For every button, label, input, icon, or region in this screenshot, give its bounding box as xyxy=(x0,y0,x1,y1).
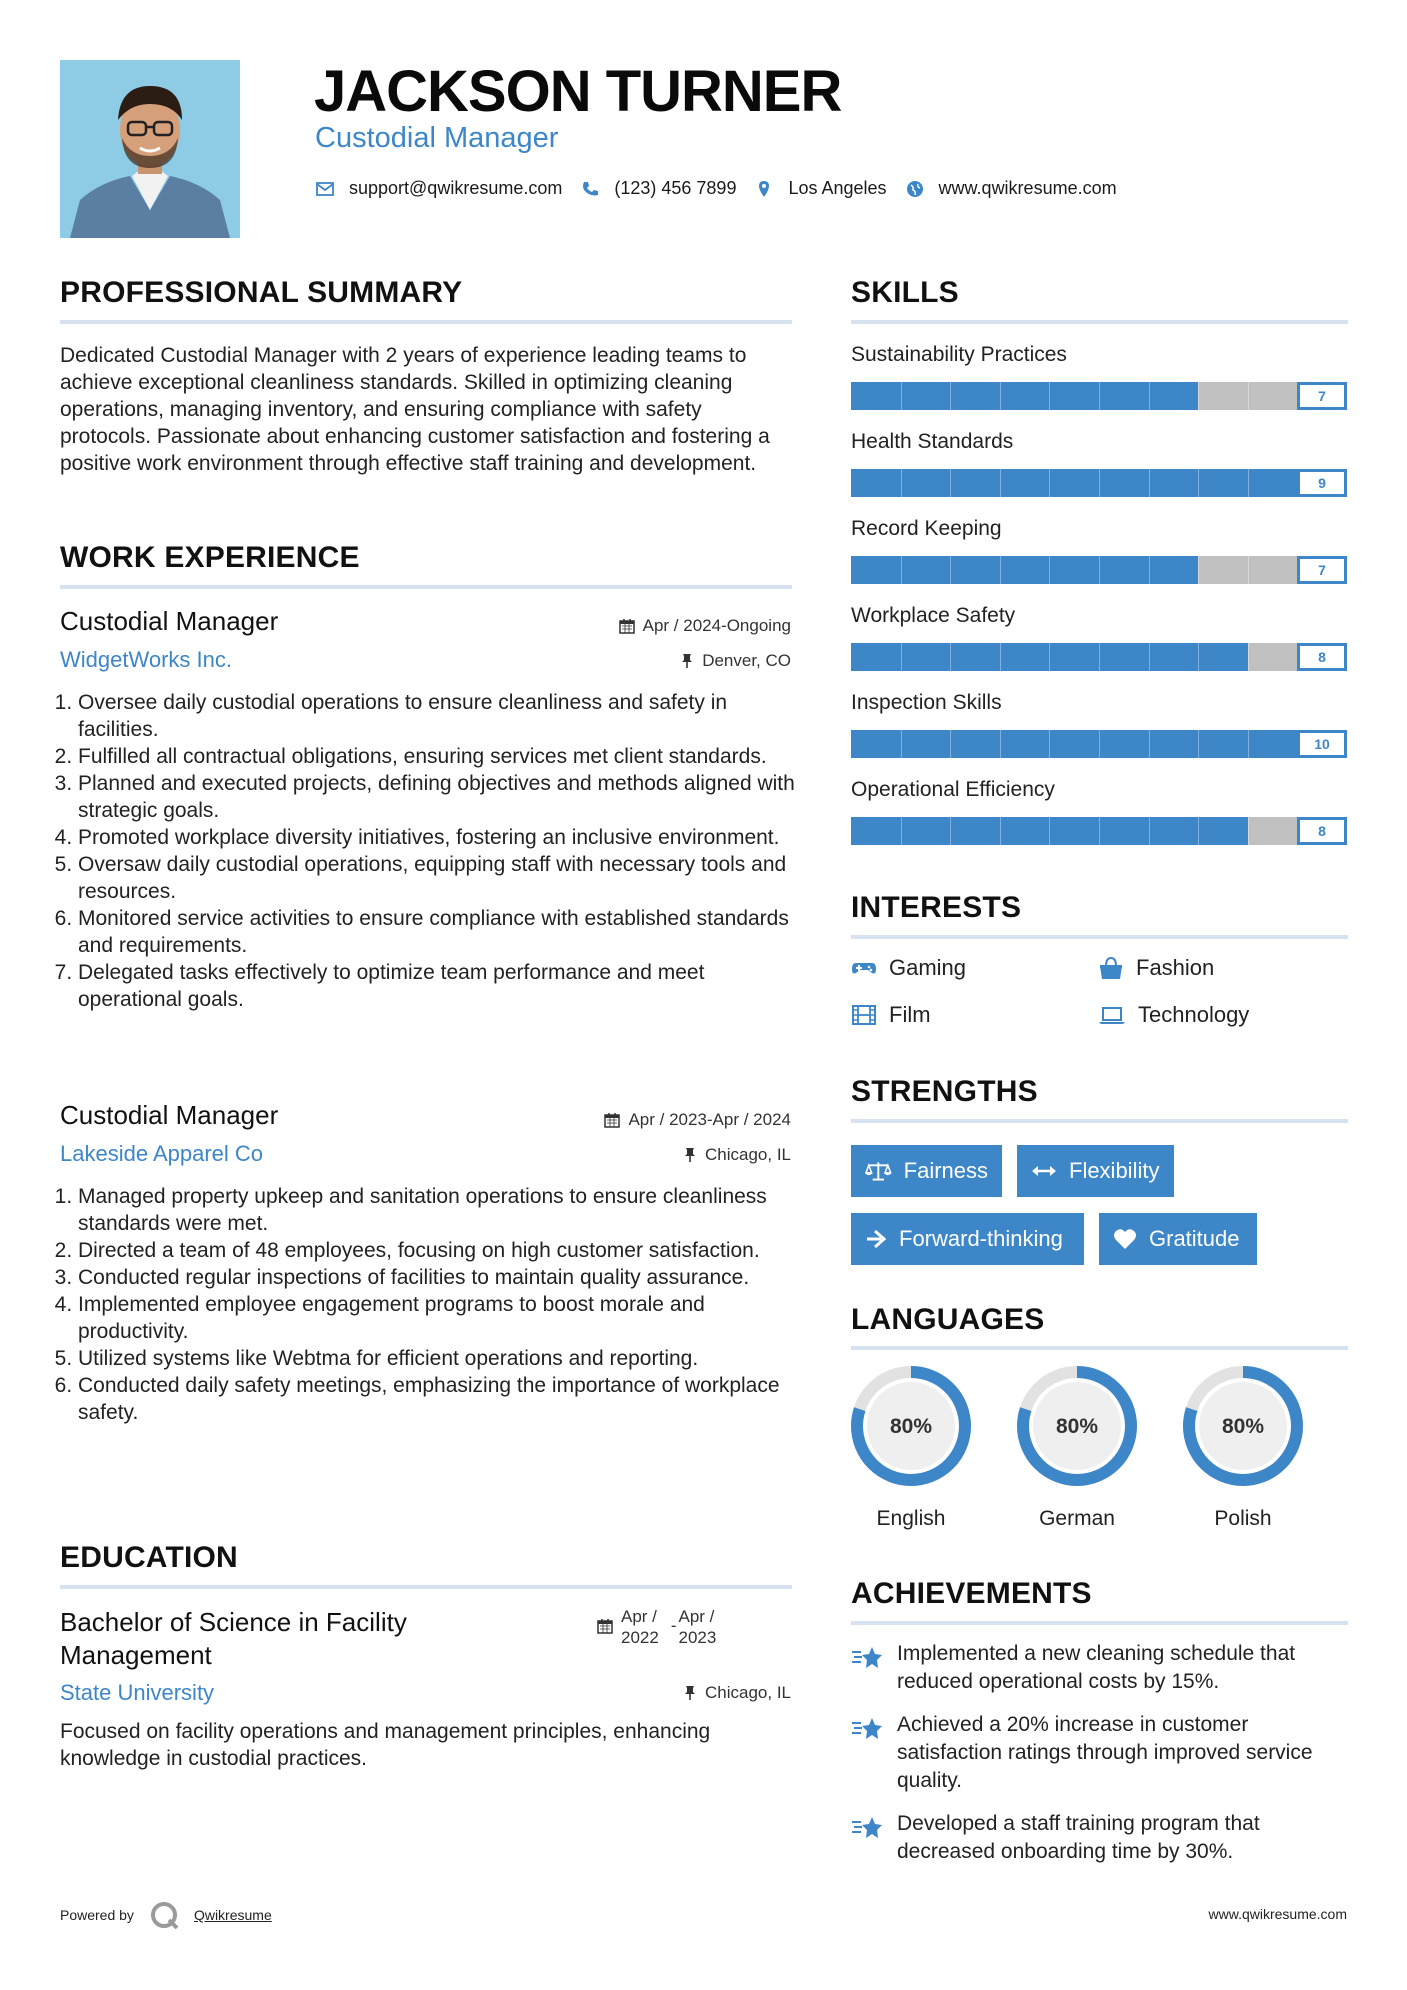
skill-bar xyxy=(851,469,1347,497)
strength-chip xyxy=(851,1145,1002,1197)
skill-bar-segment xyxy=(1049,469,1050,497)
skill-level: 8 xyxy=(1297,817,1347,845)
skill-bar-segment xyxy=(1198,469,1199,497)
interest-label: Technology xyxy=(1138,1002,1250,1027)
strength-chip xyxy=(1017,1145,1174,1197)
skill-bar-segment xyxy=(1149,382,1150,410)
skill-bar-segment xyxy=(950,382,951,410)
skill-bar-segment xyxy=(1198,817,1199,845)
education-start-month: Apr / xyxy=(621,1607,657,1626)
skill-bar-segment xyxy=(1000,817,1001,845)
job-location-text: Denver, CO xyxy=(702,651,791,670)
skill-bar-segment xyxy=(1248,469,1249,497)
job-bullet: 3. Planned and executed projects, defining objectives and methods aligned with strategic goals. xyxy=(78,770,800,824)
languages-heading: LANGUAGES xyxy=(851,1303,1045,1336)
summary-heading: PROFESSIONAL SUMMARY xyxy=(60,276,463,309)
skill-bar-segment xyxy=(950,643,951,671)
summary-divider xyxy=(60,320,792,324)
education-location xyxy=(683,1683,791,1703)
skill-bar-segment xyxy=(1099,469,1100,497)
skill-bar-segment xyxy=(1000,730,1001,758)
contact-location: Los Angeles xyxy=(788,178,887,198)
skill-bar-segment xyxy=(1198,556,1199,584)
job-dates xyxy=(604,1110,791,1130)
job-dates-text: Apr / 2023-Apr / 2024 xyxy=(628,1110,791,1129)
skill-level: 7 xyxy=(1297,382,1347,410)
skill-bar-segment xyxy=(901,382,902,410)
language-item xyxy=(849,1364,973,1531)
job-bullet: 4. Implemented employee engagement programs to boost morale and productivity. xyxy=(78,1291,800,1345)
footer-website[interactable]: www.qwikresume.com xyxy=(1208,1906,1347,1922)
skill-bar-segment xyxy=(1049,817,1050,845)
shooting-star-icon xyxy=(851,1814,885,1842)
interest-item xyxy=(851,1002,931,1028)
education-description: Focused on facility operations and management principles, enhancing knowledge in custodial practices. xyxy=(60,1720,711,1770)
laptop-icon xyxy=(1098,1005,1126,1025)
experience-heading: WORK EXPERIENCE xyxy=(60,541,360,574)
date-separator: - xyxy=(670,1616,677,1635)
job-title: Custodial Manager xyxy=(60,606,279,636)
achievements-heading: ACHIEVEMENTS xyxy=(851,1577,1092,1610)
skill-bar-segment xyxy=(950,469,951,497)
candidate-role: Custodial Manager xyxy=(315,122,559,154)
job-company: WidgetWorks Inc. xyxy=(60,647,232,672)
job-bullet: 1. Oversee daily custodial operations to ensure cleanliness and safety in facilities. xyxy=(78,689,800,743)
skill-bar xyxy=(851,730,1347,758)
strengths-heading: STRENGTHS xyxy=(851,1075,1038,1108)
skill-bar-segment xyxy=(901,817,902,845)
gamepad-icon xyxy=(851,958,877,978)
calendar-icon xyxy=(619,618,635,634)
globe-icon xyxy=(905,179,925,199)
achievement-item xyxy=(851,1640,1351,1696)
strength-label: Gratitude xyxy=(1149,1226,1240,1251)
skill-bar-segment xyxy=(901,469,902,497)
skills-heading: SKILLS xyxy=(851,276,959,309)
skills-divider xyxy=(851,320,1348,324)
contact-phone[interactable]: (123) 456 7899 xyxy=(614,178,737,198)
achievements-divider xyxy=(851,1621,1348,1625)
pin-icon xyxy=(680,653,694,669)
interest-item xyxy=(1098,955,1214,981)
skill-bar-segment xyxy=(1049,382,1050,410)
job-bullet: 3. Conducted regular inspections of facilities to maintain quality assurance. xyxy=(78,1264,800,1291)
skill-bar-fill xyxy=(851,556,1198,584)
film-icon xyxy=(851,1004,877,1026)
skill-bar-segment xyxy=(1049,730,1050,758)
arrows-horizontal-icon xyxy=(1031,1164,1057,1178)
job-bullet: 6. Conducted daily safety meetings, emphasizing the importance of workplace safety. xyxy=(78,1372,800,1426)
skill-bar-segment xyxy=(1000,556,1001,584)
skill-label: Health Standards xyxy=(851,430,1014,453)
skill-bar-segment xyxy=(1149,730,1150,758)
job-bullet: 2. Fulfilled all contractual obligations, ensuring services met client standards. xyxy=(78,743,800,770)
job-bullets xyxy=(60,689,800,1013)
interest-item xyxy=(1098,1002,1249,1028)
phone-icon xyxy=(580,179,600,199)
degree-line-1: Bachelor of Science in Facility xyxy=(60,1607,407,1637)
contact-website[interactable]: www.qwikresume.com xyxy=(938,178,1117,198)
skill-bar-segment xyxy=(1049,643,1050,671)
strength-chip xyxy=(1099,1213,1257,1265)
skill-level: 9 xyxy=(1297,469,1347,497)
achievement-item xyxy=(851,1810,1351,1866)
language-label: German xyxy=(1039,1507,1115,1530)
skill-bar-segment xyxy=(950,556,951,584)
education-heading: EDUCATION xyxy=(60,1541,238,1574)
skill-bar xyxy=(851,817,1347,845)
skill-bar-segment xyxy=(901,730,902,758)
skill-level: 7 xyxy=(1297,556,1347,584)
skill-bar-segment xyxy=(1099,382,1100,410)
powered-by-text: Powered by xyxy=(60,1907,134,1923)
education-end-month: Apr / xyxy=(678,1607,715,1626)
skill-label: Workplace Safety xyxy=(851,604,1016,627)
skill-bar-segment xyxy=(1248,643,1249,671)
degree-title xyxy=(60,1606,407,1672)
skill-bar-segment xyxy=(1000,643,1001,671)
skill-bar-segment xyxy=(1198,643,1199,671)
language-percent: 80% xyxy=(1221,1415,1265,1438)
job-title: Custodial Manager xyxy=(60,1100,279,1130)
shopping-bag-icon xyxy=(1098,956,1124,980)
language-label: English xyxy=(876,1507,946,1530)
language-item xyxy=(1181,1364,1305,1531)
arrow-right-icon xyxy=(865,1229,887,1249)
skill-bar-segment xyxy=(1000,469,1001,497)
achievement-text: Implemented a new cleaning schedule that reduced operational costs by 15%. xyxy=(897,1642,1296,1693)
language-ring xyxy=(1015,1364,1139,1488)
achievement-text: Achieved a 20% increase in customer satisfaction ratings through improved service quality. xyxy=(897,1713,1313,1792)
strength-label: Flexibility xyxy=(1069,1158,1160,1183)
school-name: State University xyxy=(60,1680,215,1705)
skill-bar-segment xyxy=(1248,382,1249,410)
job-bullet: 5. Utilized systems like Webtma for efficient operations and reporting. xyxy=(78,1345,800,1372)
contact-row xyxy=(315,178,1135,199)
education-dates xyxy=(597,1606,716,1648)
skill-label: Inspection Skills xyxy=(851,691,1002,714)
summary-text: Dedicated Custodial Manager with 2 years of experience leading teams to achieve exceptional cleanliness standards. Skilled in optimizing cleaning operations, managing inventory, and ensuring compliance with safety protocols. Passionate about enhancing customer satisfaction and fostering a positive work environment through effective staff training and development. xyxy=(60,344,770,475)
skill-bar-segment xyxy=(901,556,902,584)
job-location-text: Chicago, IL xyxy=(705,1145,791,1164)
email-icon xyxy=(315,179,335,199)
skill-bar-segment xyxy=(1198,730,1199,758)
skill-bar-segment xyxy=(1248,556,1249,584)
heart-icon xyxy=(1113,1228,1137,1250)
job-dates-text: Apr / 2024-Ongoing xyxy=(642,616,791,635)
job-bullet: 7. Delegated tasks effectively to optimize team performance and meet operational goals. xyxy=(78,959,800,1013)
job-bullet: 4. Promoted workplace diversity initiatives, fostering an inclusive environment. xyxy=(78,824,800,851)
achievement-item xyxy=(851,1711,1351,1795)
education-location-text: Chicago, IL xyxy=(705,1683,791,1702)
degree-line-2: Management xyxy=(60,1640,212,1670)
shooting-star-icon xyxy=(851,1715,885,1743)
skill-level: 8 xyxy=(1297,643,1347,671)
interest-label: Gaming xyxy=(889,955,967,980)
balance-scale-icon xyxy=(865,1160,892,1182)
skill-bar-segment xyxy=(1099,643,1100,671)
skill-bar-segment xyxy=(1149,643,1150,671)
language-percent: 80% xyxy=(889,1415,933,1438)
skill-bar xyxy=(851,556,1347,584)
qwikresume-link[interactable]: Qwikresume xyxy=(193,1907,272,1923)
job-bullet: 6. Monitored service activities to ensure compliance with established standards and requirements. xyxy=(78,905,800,959)
strength-label: Fairness xyxy=(903,1158,988,1183)
skill-label: Record Keeping xyxy=(851,517,1002,540)
language-ring xyxy=(1181,1364,1305,1488)
experience-divider xyxy=(60,585,792,589)
skill-bar-segment xyxy=(1198,382,1199,410)
education-start-year: 2022 xyxy=(621,1628,659,1647)
job-location xyxy=(683,1145,791,1165)
job-dates xyxy=(619,616,791,636)
job-bullets xyxy=(60,1183,800,1426)
skill-bar-segment xyxy=(1149,469,1150,497)
languages-divider xyxy=(851,1346,1348,1350)
qwikresume-logo-icon xyxy=(148,1900,182,1930)
shooting-star-icon xyxy=(851,1644,885,1672)
calendar-icon xyxy=(597,1618,613,1634)
job-bullet: 2. Directed a team of 48 employees, focusing on high customer satisfaction. xyxy=(78,1237,800,1264)
strengths-divider xyxy=(851,1119,1348,1123)
candidate-name: JACKSON TURNER xyxy=(314,59,842,124)
skill-bar-segment xyxy=(1099,817,1100,845)
language-percent: 80% xyxy=(1055,1415,1099,1438)
education-divider xyxy=(60,1585,792,1589)
achievement-text: Developed a staff training program that decreased onboarding time by 30%. xyxy=(897,1812,1260,1863)
language-ring xyxy=(849,1364,973,1488)
contact-email[interactable]: support@qwikresume.com xyxy=(349,178,563,198)
skill-bar-segment xyxy=(1248,817,1249,845)
skill-bar-fill xyxy=(851,469,1297,497)
pin-icon xyxy=(683,1147,697,1163)
pin-icon xyxy=(683,1685,697,1701)
skill-bar-segment xyxy=(1248,730,1249,758)
map-marker-icon xyxy=(754,179,774,199)
skill-bar-fill xyxy=(851,382,1198,410)
education-end-year: 2023 xyxy=(678,1628,717,1647)
interest-label: Fashion xyxy=(1136,955,1215,980)
interest-label: Film xyxy=(889,1002,931,1027)
skill-bar-segment xyxy=(901,643,902,671)
profile-photo xyxy=(60,60,240,238)
interests-heading: INTERESTS xyxy=(851,891,1022,924)
job-bullet: 5. Oversaw daily custodial operations, equipping staff with necessary tools and resources. xyxy=(78,851,800,905)
skill-label: Sustainability Practices xyxy=(851,343,1067,366)
skill-label: Operational Efficiency xyxy=(851,778,1055,801)
calendar-icon xyxy=(604,1112,620,1128)
skill-bar-segment xyxy=(1099,730,1100,758)
skill-bar-segment xyxy=(1149,556,1150,584)
job-company: Lakeside Apparel Co xyxy=(60,1141,264,1166)
skill-bar-segment xyxy=(1000,382,1001,410)
interest-item xyxy=(851,955,966,981)
interests-divider xyxy=(851,935,1348,939)
strength-chip xyxy=(851,1213,1084,1265)
skill-bar-segment xyxy=(1049,556,1050,584)
strength-label: Forward-thinking xyxy=(899,1226,1063,1251)
language-label: Polish xyxy=(1214,1507,1272,1530)
job-bullet: 1. Managed property upkeep and sanitation operations to ensure cleanliness standards were met. xyxy=(78,1183,800,1237)
job-location xyxy=(680,651,791,671)
skill-bar-segment xyxy=(950,730,951,758)
skill-bar xyxy=(851,382,1347,410)
skill-bar-segment xyxy=(1099,556,1100,584)
skill-bar xyxy=(851,643,1347,671)
footer-powered-by xyxy=(60,1900,272,1930)
skill-level: 10 xyxy=(1297,730,1347,758)
language-item xyxy=(1015,1364,1139,1531)
skill-bar-segment xyxy=(950,817,951,845)
skill-bar-segment xyxy=(1149,817,1150,845)
